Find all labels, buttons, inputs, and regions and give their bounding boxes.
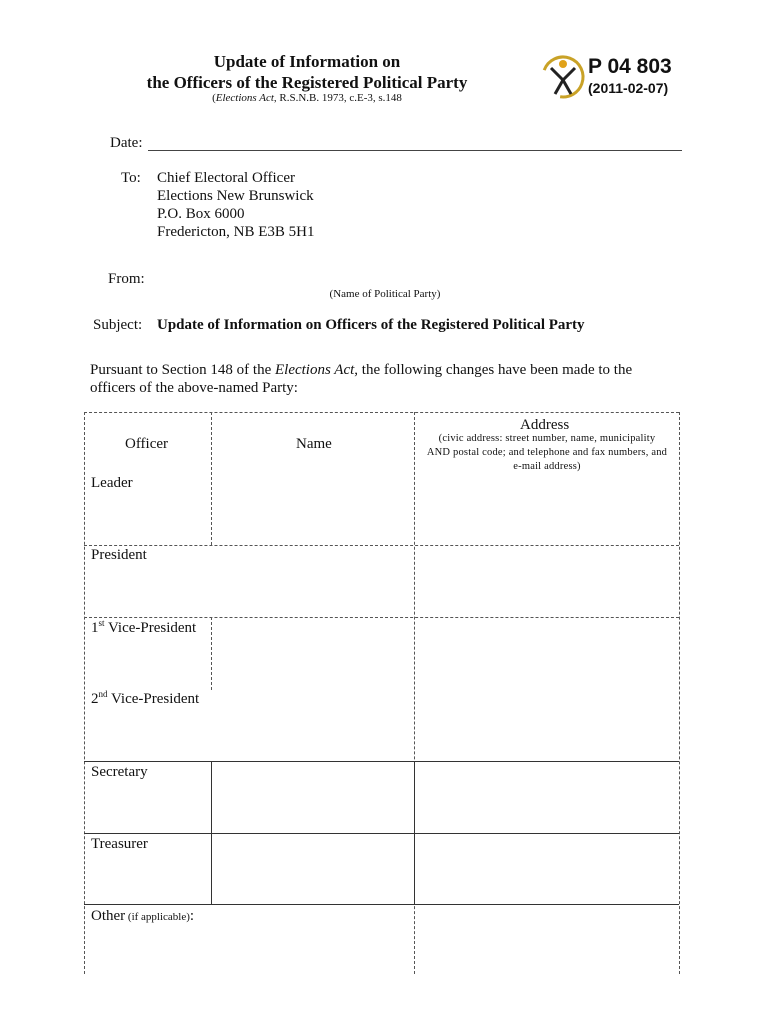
form-title-line2: the Officers of the Registered Political Party: [146, 73, 468, 92]
recipient-line-2: Elections New Brunswick: [157, 188, 314, 204]
president-address-field[interactable]: [415, 546, 678, 616]
secretary-name-field[interactable]: [212, 762, 413, 832]
subject-text: Update of Information on Officers of the Registered Political Party: [157, 317, 585, 333]
recipient-line-3: P.O. Box 6000: [157, 206, 245, 222]
party-name-caption: (Name of Political Party): [329, 288, 441, 300]
officer-first-vice-president: 1st Vice-President: [91, 618, 197, 636]
treasurer-name-field[interactable]: [212, 834, 413, 903]
from-label: From:: [108, 271, 145, 287]
act-reference: (Elections Act, R.S.N.B. 1973, c.E-3, s.148: [212, 92, 402, 104]
officer-president: President: [91, 547, 147, 563]
address-note-line-1: (civic address: street number, name, municipality: [438, 433, 656, 444]
date-label: Date:: [110, 135, 143, 151]
date-field-line[interactable]: [148, 150, 682, 151]
address-note-line-3: e-mail address): [513, 461, 581, 472]
officer-second-vice-president: 2nd Vice-President: [91, 689, 200, 707]
other-address-field[interactable]: [415, 905, 678, 974]
vice-president-address-field[interactable]: [415, 618, 678, 760]
leader-address-field[interactable]: [415, 478, 678, 544]
recipient-line-4: Fredericton, NB E3B 5H1: [157, 224, 315, 240]
other-name-field[interactable]: [212, 930, 413, 974]
body-line-1: Pursuant to Section 148 of the Elections Act, the following changes have been made to the: [90, 362, 633, 378]
officer-column-header: Officer: [125, 436, 169, 452]
form-number: P 04 803: [588, 55, 672, 78]
officer-other: Other (if applicable):: [91, 908, 195, 924]
name-column-header: Name: [296, 436, 332, 452]
address-column-header: Address: [520, 417, 570, 433]
table-border-right: [679, 412, 680, 974]
address-note-line-2: AND postal code; and telephone and fax numbers, and: [426, 447, 668, 458]
to-label: To:: [121, 170, 141, 186]
form-title-line1: Update of Information on: [213, 52, 401, 71]
secretary-address-field[interactable]: [415, 762, 678, 832]
officer-secretary: Secretary: [91, 764, 148, 780]
elections-nb-logo-icon: [538, 50, 588, 100]
president-name-field[interactable]: [212, 546, 413, 616]
body-line-2: officers of the above-named Party:: [90, 380, 298, 396]
officer-leader: Leader: [91, 475, 133, 491]
leader-name-field[interactable]: [212, 455, 413, 544]
table-border-left: [84, 412, 85, 974]
recipient-line-1: Chief Electoral Officer: [157, 170, 295, 186]
form-revision-date: (2011-02-07): [588, 80, 669, 96]
table-border-top: [84, 412, 679, 413]
vice-president-name-field[interactable]: [212, 618, 413, 760]
treasurer-address-field[interactable]: [415, 834, 678, 903]
officer-treasurer: Treasurer: [91, 836, 148, 852]
subject-label: Subject:: [93, 317, 143, 333]
